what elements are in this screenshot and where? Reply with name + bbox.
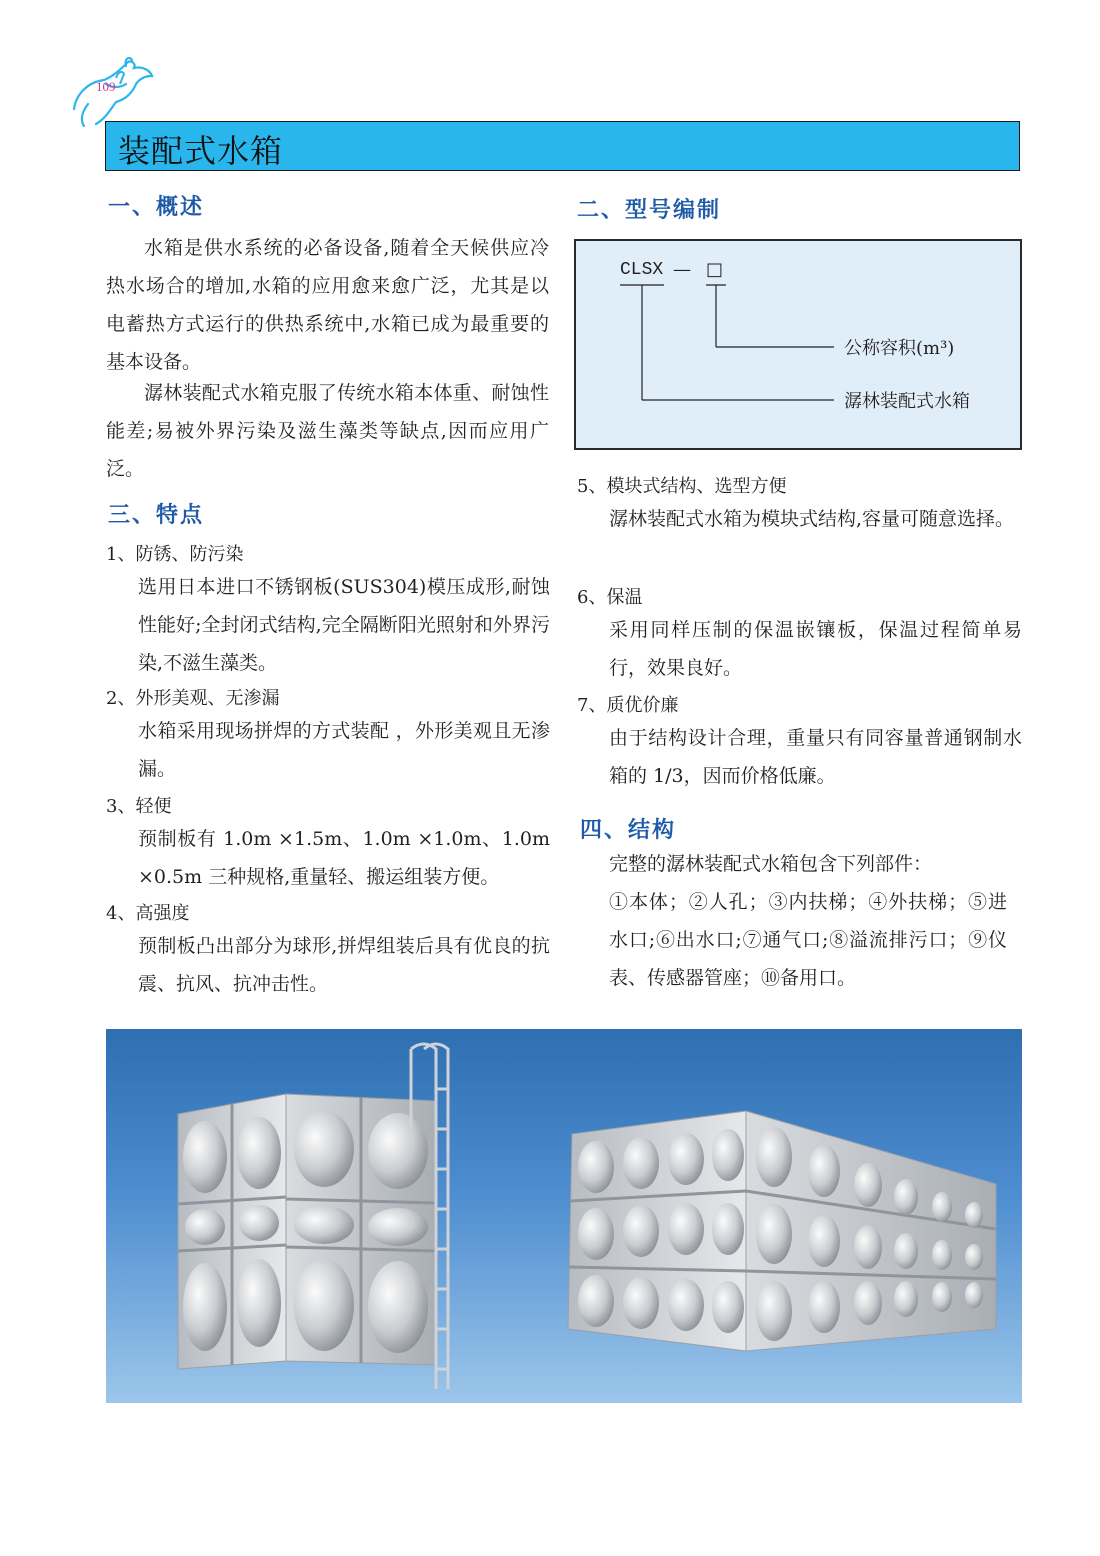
feature-7-title: 7、质优价廉 xyxy=(577,695,679,716)
structure-intro: 完整的潺林装配式水箱包含下列部件： xyxy=(609,853,933,875)
feature-6-text: 采用同样压制的保温嵌镶板，保温过程简单易行，效果良好。 xyxy=(609,619,1022,679)
feature-5-title: 5、模块式结构、选型方便 xyxy=(577,476,787,497)
model-code-diagram xyxy=(574,239,1022,450)
page-title: 装配式水箱 xyxy=(118,132,284,170)
product-photo xyxy=(106,1029,1022,1403)
feature-4-title: 4、高强度 xyxy=(106,903,190,924)
feature-2-title: 2、外形美观、无渗漏 xyxy=(106,688,280,709)
feature-4-text: 预制板凸出部分为球形,拼焊组装后具有优良的抗震、抗风、抗冲击性。 xyxy=(138,935,550,995)
right-water-tank xyxy=(568,1111,996,1351)
structure-parts: ①本体；②人孔；③内扶梯；④外扶梯；⑤进水口;⑥出水口;⑦通气口;⑧溢流排污口；⑨仪表、传感器管座；⑩备用口。 xyxy=(609,891,1007,989)
feature-5-text: 潺林装配式水箱为模块式结构,容量可随意选择。 xyxy=(609,508,1015,530)
model-heading: 二、型号编制 xyxy=(577,198,722,223)
model-code: CLSX xyxy=(620,260,664,280)
overview-paragraph-2: 潺林装配式水箱克服了传统水箱本体重、耐蚀性能差;易被外界污染及滋生藻类等缺点,因而应用广泛。 xyxy=(106,382,549,480)
overview-paragraph-1: 水箱是供水系统的必备设备,随着全天候供应冷热水场合的增加,水箱的应用愈来愈广泛，尤其是以电蓄热方式运行的供热系统中,水箱已成为最重要的基本设备。 xyxy=(106,237,549,373)
water-tank-illustration xyxy=(106,1029,1022,1403)
structure-heading: 四、结构 xyxy=(580,818,677,843)
left-water-tank xyxy=(178,1044,448,1389)
model-dash: — xyxy=(673,259,691,280)
feature-3-text: 预制板有 1.0m ×1.5m、1.0m ×1.0m、1.0m ×0.5m 三种规格,重量轻、搬运组装方便。 xyxy=(138,828,550,888)
model-box: □ xyxy=(706,259,724,280)
model-label-capacity: 公称容积(m³) xyxy=(844,338,955,359)
feature-7-text: 由于结构设计合理，重量只有同容量普通钢制水箱的 1/3，因而价格低廉。 xyxy=(609,727,1022,787)
feature-1-title: 1、防锈、防污染 xyxy=(106,544,244,565)
feature-2-text: 水箱采用现场拼焊的方式装配 ，外形美观且无渗漏。 xyxy=(138,720,550,780)
model-label-product: 潺林装配式水箱 xyxy=(844,391,970,412)
overview-heading: 一、概述 xyxy=(108,195,205,220)
page-title-bar xyxy=(105,121,1020,171)
features-heading: 三、特点 xyxy=(108,503,205,528)
page-number: 109 xyxy=(96,79,116,94)
feature-3-title: 3、轻便 xyxy=(106,796,172,817)
feature-6-title: 6、保温 xyxy=(577,587,643,608)
feature-1-text: 选用日本进口不锈钢板(SUS304)模压成形,耐蚀性能好;全封闭式结构,完全隔断阳光照射和外界污染,不滋生藻类。 xyxy=(138,576,550,674)
